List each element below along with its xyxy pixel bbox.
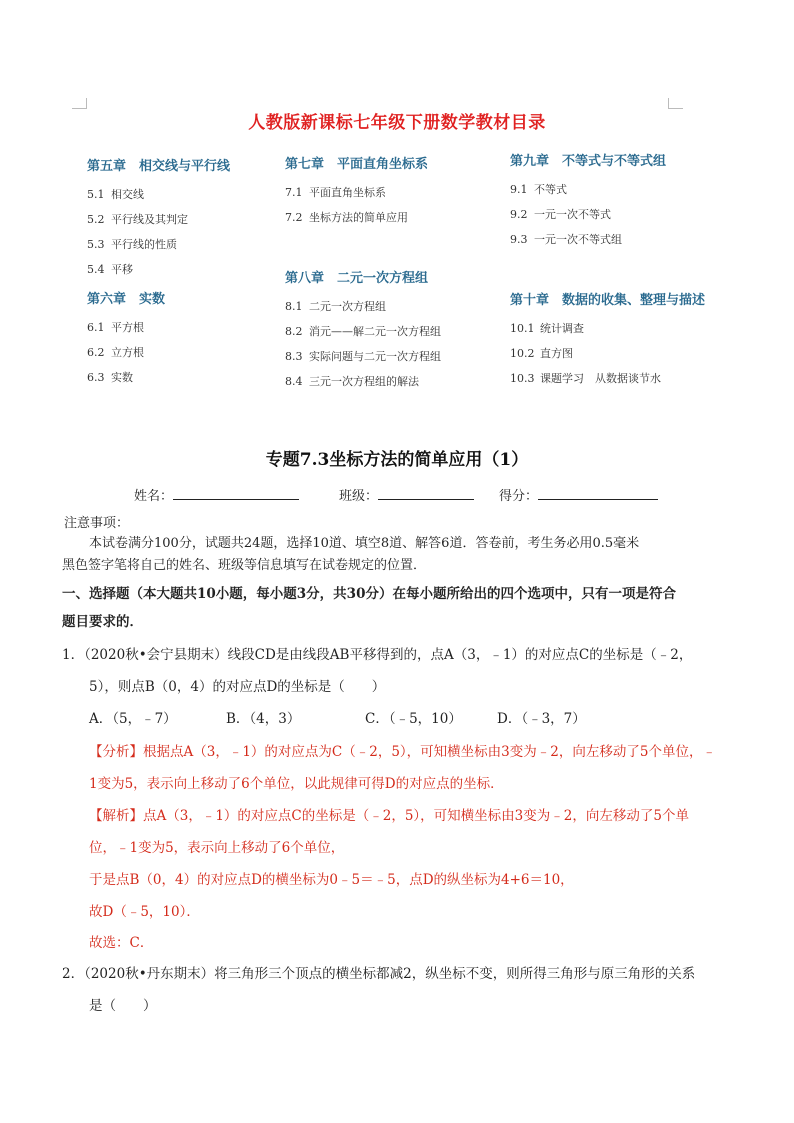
section-item: 5.4 平移	[87, 263, 133, 276]
section-item: 6.1 平方根	[87, 321, 144, 334]
section-item: 8.1 二元一次方程组	[285, 300, 386, 313]
question-1-stem: 5），则点B（0，4）的对应点D的坐标是（ ）	[89, 679, 386, 695]
section-item: 10.2 直方图	[510, 347, 573, 360]
name-label: 姓名：	[134, 489, 174, 504]
question-2-stem: 2．（2020秋•丹东期末）将三角形三个顶点的横坐标都减2，纵坐标不变，则所得三角形与原三角形的关系	[62, 966, 696, 982]
notes-line: 黑色签字笔将自己的姓名、班级等信息填写在试卷规定的位置．	[62, 558, 427, 573]
class-label: 班级：	[339, 489, 379, 504]
chapter-title: 第七章 平面直角坐标系	[285, 157, 429, 172]
section-item: 9.2 一元一次不等式	[510, 208, 611, 221]
analysis-line: 1变为5，表示向上移动了6个单位，以此规律可得D的对应点的坐标．	[89, 776, 504, 792]
chapter-title: 第八章 二元一次方程组	[285, 271, 429, 286]
score-label: 得分：	[499, 489, 539, 504]
solution-line: 于是点B（0，4）的对应点D的横坐标为0﹣5＝﹣5，点D的纵坐标为4+6＝10，	[89, 872, 574, 888]
solution-label: 【解析】	[89, 808, 143, 824]
notes-line: 本试卷满分100分，试题共24题，选择10道、填空8道、解答6道．答卷前，考生务必用0.5毫米	[89, 536, 640, 551]
question-2-stem: 是（ ）	[89, 998, 157, 1014]
section-item: 5.3 平行线的性质	[87, 238, 177, 251]
solution-line: 【解析】点A（3，﹣1）的对应点C的坐标是（﹣2，5），可知横坐标由3变为﹣2，向左移动了5个单	[89, 808, 689, 824]
chapter-title: 第六章 实数	[87, 292, 166, 307]
option-c[interactable]: C．（﹣5，10）	[365, 711, 462, 727]
section-item: 6.3 实数	[87, 371, 133, 384]
solution-line: 位，﹣1变为5，表示向上移动了6个单位，	[89, 840, 345, 856]
toc-chapter-9	[510, 150, 666, 247]
section-item: 8.2 消元——解二元一次方程组	[285, 325, 441, 338]
section-item: 5.2 平行线及其判定	[87, 213, 188, 226]
analysis-line: 【分析】根据点A（3，﹣1）的对应点为C（﹣2，5），可知横坐标由3变为﹣2，向左移动了5个单位，﹣	[89, 744, 716, 760]
score-field[interactable]	[499, 485, 658, 504]
class-field[interactable]	[339, 485, 474, 504]
analysis-label: 【分析】	[89, 744, 143, 760]
name-blank[interactable]	[173, 487, 299, 500]
toc-chapter-5	[87, 155, 230, 277]
exam-title: 专题7.3坐标方法的简单应用（1）	[265, 450, 529, 470]
section-item: 9.1 不等式	[510, 183, 567, 196]
toc-chapter-8	[285, 267, 441, 389]
solution-line: 故D（﹣5，10）．	[89, 904, 200, 920]
toc-title: 人教版新课标七年级下册数学教材目录	[248, 113, 546, 133]
section-heading: 题目要求的．	[62, 614, 143, 630]
score-blank[interactable]	[538, 487, 658, 500]
section-item: 10.1 统计调查	[510, 322, 584, 335]
section-item: 5.1 相交线	[87, 188, 144, 201]
question-1-stem: 1．（2020秋•会宁县期末）线段CD是由线段AB平移得到的，点A（3，﹣1）的对应点C的坐标是（﹣2，	[62, 647, 693, 663]
section-item: 6.2 立方根	[87, 346, 144, 359]
chapter-title: 第五章 相交线与平行线	[87, 159, 231, 174]
option-a[interactable]: A．（5，﹣7）	[89, 711, 177, 727]
section-item: 8.4 三元一次方程组的解法	[285, 375, 419, 388]
toc-chapter-10	[510, 289, 705, 386]
option-d[interactable]: D．（﹣3，7）	[497, 711, 586, 727]
toc-chapter-7	[285, 153, 428, 225]
name-field[interactable]	[134, 485, 299, 504]
section-item: 8.3 实际问题与二元一次方程组	[285, 350, 441, 363]
section-heading: 一、选择题（本大题共10小题，每小题3分，共30分）在每小题所给出的四个选项中，只有一项是符合	[62, 586, 676, 602]
section-item: 9.3 一元一次不等式组	[510, 233, 622, 246]
toc-chapter-6	[87, 288, 165, 385]
section-item: 7.1 平面直角坐标系	[285, 186, 386, 199]
class-blank[interactable]	[378, 487, 474, 500]
section-item: 7.2 坐标方法的简单应用	[285, 211, 408, 224]
option-b[interactable]: B．（4，3）	[226, 711, 301, 727]
notes-title: 注意事项：	[64, 516, 130, 531]
answer-line: 故选：C．	[89, 935, 154, 951]
section-item: 10.3 课题学习 从数据谈节水	[510, 372, 661, 385]
chapter-title: 第九章 不等式与不等式组	[510, 154, 667, 169]
chapter-title: 第十章 数据的收集、整理与描述	[510, 293, 706, 308]
